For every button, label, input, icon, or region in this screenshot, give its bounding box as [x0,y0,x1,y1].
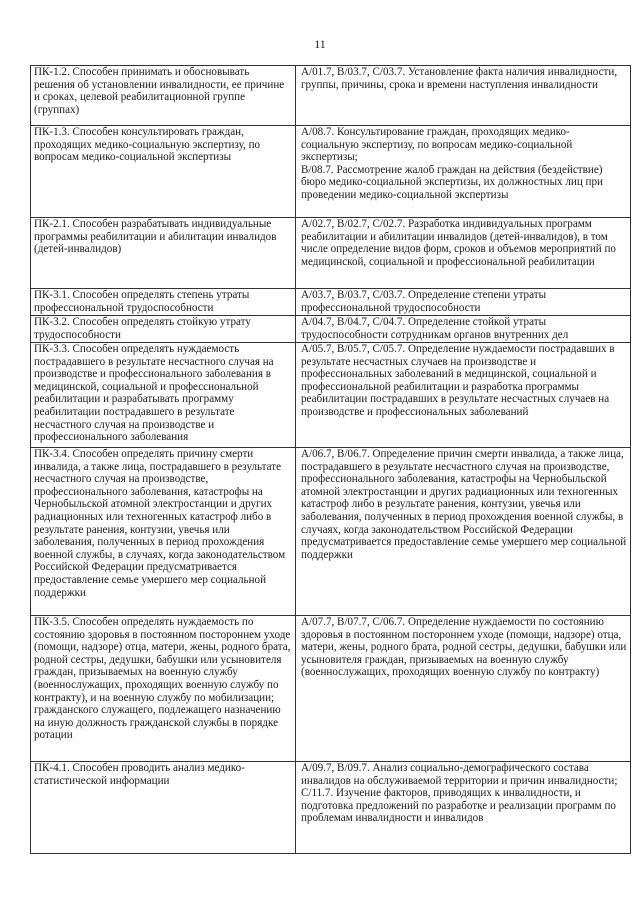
labor-function-cell [296,316,631,343]
labor-function-cell [296,616,631,762]
competency-cell [31,218,296,289]
labor-function-text: А/08.7. Консультирование граждан, проходящих медико-социальную экспертизу, по вопросам медико-социальной экспертизы; В/08.7. Рассмотрение жалоб граждан на действия (бездействие) бюро медико-социальной экспертизы, их должностных лиц при проведении медико-социальной экспертизы [301,126,603,201]
labor-function-text: А/05.7, В/05.7, С/05.7. Определение нуждаемости пострадавших в результате несчастных случаев на производстве и профессиональных заболеваний в медицинской, социальной и профессиональной реабилитации и разработка программы реабилитации пострадавших в результате несчастных случаев на производстве и профессиональных заболеваний [301,343,615,418]
table-row [31,126,631,218]
competency-text: ПК-1.2. Способен принимать и обосновывать решения об установлении инвалидности, ее причине и сроках, целевой реабилитационной группе (группах) [34,66,285,116]
competency-text: ПК-3.5. Способен определять нуждаемость по состоянию здоровья в постоянном постороннем уходе (помощи, надзоре) отца, матери, жены, родного брата, родной сестры, дедушки, бабушки или усыновителя граждан, призываемых на военную службу (военнослужащих, проходящих военную службу по контракту), и на военную службу по мобилизации; гражданского служащего, подлежащего назначению на иную должность гражданской службы в порядке ротации [34,616,291,742]
labor-function-cell [296,448,631,616]
competency-text: ПК-3.3. Способен определять нуждаемость пострадавшего в результате несчастного случая на производстве и профессионального заболевания в медицинской, социальной и профессиональной реабилитации и разрабатывать программу реабилитации пострадавшего в результате несчастного случая на производстве и профессионального заболевания [34,343,274,444]
table-row [31,448,631,616]
labor-function-cell [296,343,631,448]
table-row [31,66,631,126]
competency-cell [31,343,296,448]
competency-cell [31,66,296,126]
competency-text: ПК-4.1. Способен проводить анализ медико-статистической информации [34,762,245,787]
competency-cell [31,762,296,854]
competency-text: ПК-3.1. Способен определять степень утраты профессиональной трудоспособности [34,289,250,314]
labor-function-cell [296,762,631,854]
table-row [31,616,631,762]
competency-cell [31,316,296,343]
table-row [31,218,631,289]
page-number: 11 [314,37,326,51]
labor-function-text: А/02.7, В/02.7, С/02.7. Разработка индивидуальных программ реабилитации и абилитации инвалидов (детей-инвалидов), в том числе определение видов форм, сроков и объемов мероприятий по медицинской, социальной и профессиональной реабилитации [301,218,616,268]
competency-table [30,65,631,854]
competency-cell [31,616,296,762]
labor-function-text: А/03.7, В/03.7, С/03.7. Определение степени утраты профессиональной трудоспособности [301,289,547,314]
labor-function-cell [296,126,631,218]
table-row [31,762,631,854]
labor-function-cell [296,66,631,126]
competency-cell [31,448,296,616]
table-row [31,316,631,343]
labor-function-text: А/07.7, В/07.7, С/06.7. Определение нуждаемости по состоянию здоровья в постоянном постороннем уходе (помощи, надзоре) отца, матери, жены, родного брата, родной сестры, дедушки, бабушки или усыновителя граждан, призываемых на военную службу (военнослужащих, проходящих военную службу по контракту) [301,616,627,679]
competency-text: ПК-3.4. Способен определять причину смерти инвалида, а также лица, пострадавшего в результате несчастного случая на производстве, профессионального заболевания, катастрофы на Чернобыльской атомной электростанции и других радиационных или техногенных катастроф либо в результате ранения, контузии, увечья или заболевания, полученных в период прохождения военной службы, в случаях, когда законодательством Российской Федерации предусматривается предоставление семье умершего мер социальной поддержки [34,448,286,599]
competency-text: ПК-2.1. Способен разрабатывать индивидуальные программы реабилитации и абилитации инвалидов (детей-инвалидов) [34,218,277,256]
competency-text: ПК-3.2. Способен определять стойкую утрату трудоспособности [34,316,251,341]
labor-function-text: А/04.7, В/04.7, С/04.7. Определение стойкой утраты трудоспособности сотрудникам органов внутренних дел [301,316,569,341]
competency-cell [31,126,296,218]
labor-function-text: А/01.7, В/03.7, С/03.7. Установление факта наличия инвалидности, группы, причины, срока и времени наступления инвалидности [301,66,618,91]
labor-function-cell [296,289,631,316]
competency-text: ПК-1.3. Способен консультировать граждан, проходящих медико-социальную экспертизу, по вопросам медико-социальной экспертизы [34,126,261,164]
competency-cell [31,289,296,316]
table-row [31,289,631,316]
labor-function-text: А/09.7, В/09.7. Анализ социально-демографического состава инвалидов на обслуживаемой территории и причин инвалидности; С/11.7. Изучение факторов, приводящих к инвалидности, и подготовка предложений по разработке и реализации программ по проблемам инвалидности и инвалидов [301,762,618,825]
labor-function-cell [296,218,631,289]
labor-function-text: А/06.7, В/06.7. Определение причин смерти инвалида, а также лица, пострадавшего в результате несчастного случая на производстве, профессионального заболевания, катастрофы на Чернобыльской атомной электростанции и других радиационных или техногенных катастроф либо в результате ранения, контузии, увечья или заболевания, полученных в период прохождения военной службы, в случаях, когда законодательством Российской Федерации предусматривается предоставление семье умершего мер социальной поддержки [301,448,627,561]
table-row [31,343,631,448]
